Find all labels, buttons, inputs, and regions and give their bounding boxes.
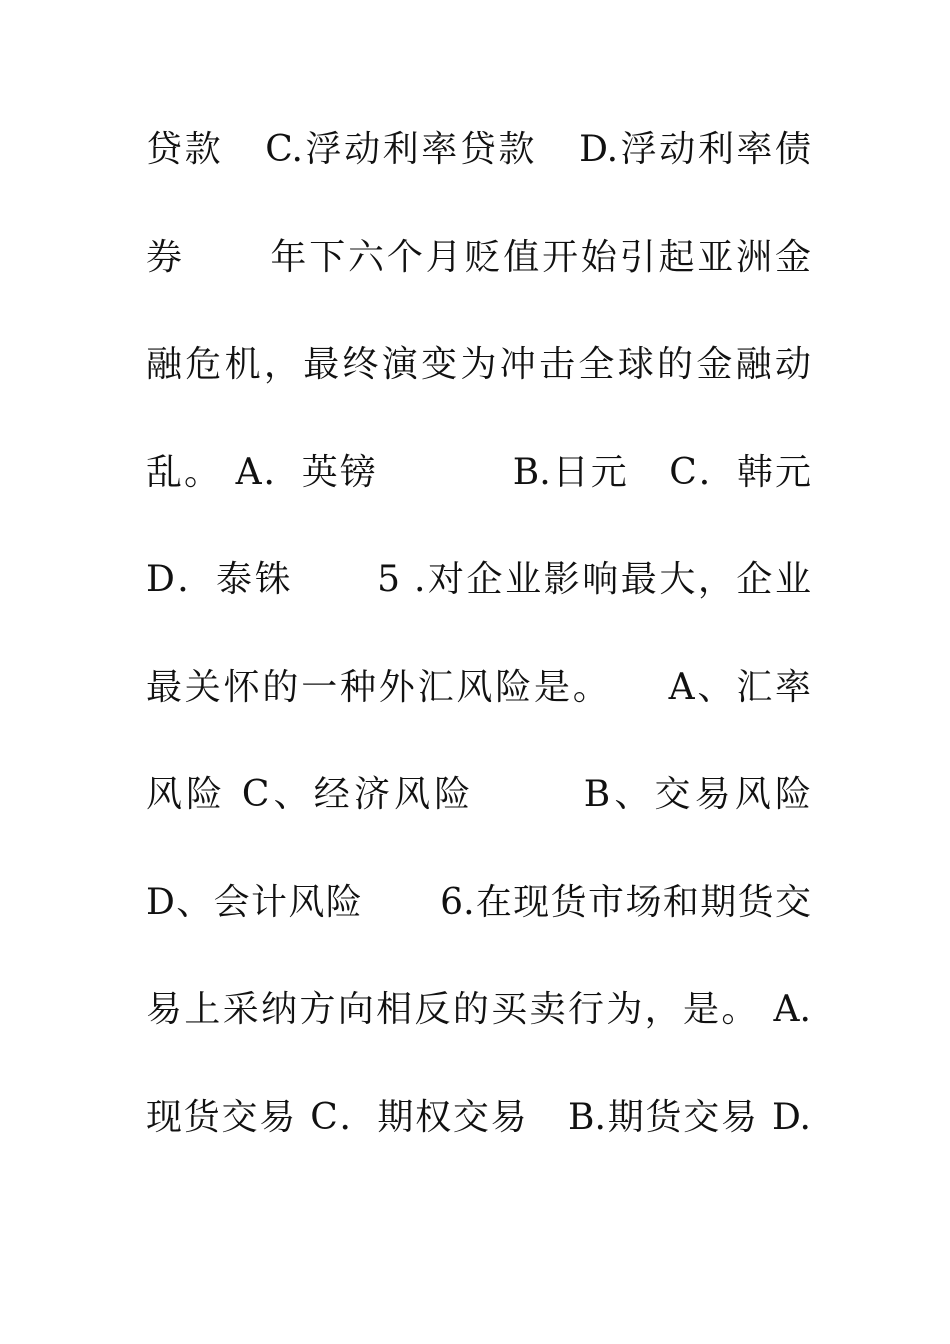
- text-line-10: 现货交易 C．期权交易 B.期货交易 D.: [146, 1096, 811, 1138]
- text-line-2: 券 年下六个月贬值开始引起亚洲金: [146, 236, 811, 278]
- text-line-1: 贷款 C.浮动利率贷款 D.浮动利率债: [146, 129, 811, 170]
- body-text: [146, 118, 811, 1193]
- text-line-5: D．泰铢 5 .对企业影响最大，企业: [146, 559, 811, 600]
- text-line-4: 乱。 A．英镑 B.日元 C．韩元: [146, 451, 811, 493]
- text-line-8: D、会计风险 6.在现货市场和期货交: [146, 881, 811, 923]
- text-line-9: 易上采纳方向相反的买卖行为，是。 A.: [146, 989, 811, 1030]
- text-line-6: 最关怀的一种外汇风险是。 A、汇率: [146, 666, 811, 708]
- text-line-7: 风险 C、经济风险 B、交易风险: [146, 774, 811, 815]
- text-line-3: 融危机，最终演变为冲击全球的金融动: [146, 344, 811, 385]
